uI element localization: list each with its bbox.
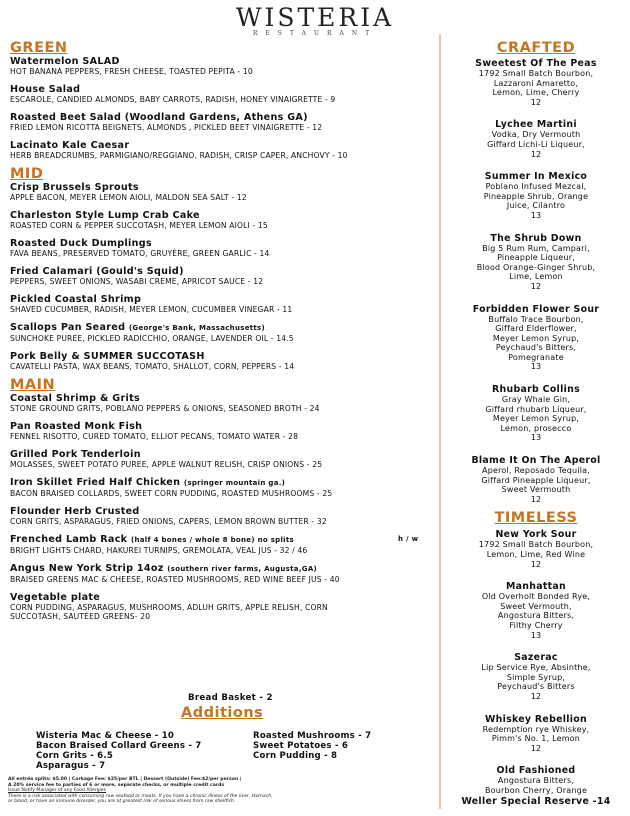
item-desc: APPLE BACON, MEYER LEMON AIOLI, MALDON SEA SALT - 12 [10,193,247,202]
item-desc: BACON BRAISED COLLARDS, SWEET CORN PUDDING, ROASTED MUSHROOMS - 25 [10,489,333,498]
menu-item [10,592,430,621]
cocktail-desc: Sweet Vermouth, [500,601,572,611]
cocktail-price: 12 [530,97,542,107]
cocktail-item [446,233,626,292]
cocktail-price: 12 [530,494,542,504]
item-desc: FENNEL RISOTTO, CURED TOMATO, ELLIOT PECANS, TOMATO WATER - 28 [10,432,299,441]
item-name: Grilled Pork Tenderloin [10,449,141,460]
cocktail-desc: Filthy Cherry [509,620,563,630]
item-desc: FRIED LEMON RICOTTA BEIGNETS, ALMONDS , PICKLED BEET VINAIGRETTE - 12 [10,123,323,132]
item-desc: STONE GROUND GRITS, POBLANO PEPPERS & ONIONS, SEASONED BROTH - 24 [10,404,320,413]
item-name-note: (George's Bank, Massachusetts) [128,324,266,332]
menu-item [10,238,430,258]
cocktail-desc: Sweet Vermouth [501,485,571,495]
cocktail-item [446,581,626,640]
crafted-list [446,58,626,504]
cocktail-name: Summer In Mexico [484,171,588,183]
cocktail-desc: Gray Whale Gin, [501,395,571,405]
brand-name: WISTERIA [235,3,395,32]
cocktail-price: 12 [530,559,542,569]
cocktail-name: Old Fashioned [496,765,576,777]
item-desc: FAVA BEANS, PRESERVED TOMATO, GRUYÈRE, GREEN GARLIC - 14 [10,249,270,258]
cocktail-item [446,384,626,443]
cocktail-desc: Meyer Lemon Syrup, [492,414,580,424]
addition-item: Asparagus - 7 [36,761,106,771]
item-name: Pork Belly & SUMMER SUCCOTASH [10,351,205,362]
menu-item [10,182,430,202]
section-title-main: MAIN [10,377,56,393]
addition-item: Bacon Braised Collard Greens - 7 [36,741,202,751]
menu-item [10,266,430,286]
menu-item [10,449,430,469]
cocktail-price: 13 [530,433,542,443]
section-title-green: GREEN [10,40,68,56]
item-desc: PEPPERS, SWEET ONIONS, WASABI CREME, APRICOT SAUCE - 12 [10,277,264,286]
item-name: Pickled Coastal Shrimp [10,294,142,305]
item-desc: BRIGHT LIGHTS CHARD, HAKUREI TURNIPS, GREMOLATA, VEAL JUS - 32 / 46 [10,546,308,555]
section-title-additions: Additions [181,705,264,721]
cocktail-item [446,529,626,569]
column-divider [439,34,441,809]
menu-item [10,84,430,104]
item-desc: CAVATELLI PASTA, WAX BEANS, TOMATO, SHALLOT, CORN, PEPPERS - 14 [10,362,295,371]
item-name [10,534,430,546]
cocktail-price: 12 [530,743,542,753]
item-desc: ESCAROLE, CANDIED ALMONDS, BABY CARROTS, RADISH, HONEY VINAIGRETTE - 9 [10,95,336,104]
item-name: Flounder Herb Crusted [10,506,140,517]
cocktail-name: Lychee Martini [495,119,577,131]
cocktail-desc: Vodka, Dry Vermouth [491,130,581,140]
item-desc: ROASTED CORN & PEPPER SUCCOTASH, MEYER LEMON AIOLI - 15 [10,221,268,230]
cocktail-name: Whiskey Rebellion [484,713,588,725]
item-desc: SHAVED CUCUMBER, RADISH, MEYER LEMON, CUCUMBER VINEGAR - 11 [10,305,293,314]
item-name-note: (springer mountain ga.) [183,479,286,487]
cocktail-desc: Meyer Lemon Syrup, [492,333,580,343]
item-name: Coastal Shrimp & Grits [10,393,140,404]
menu-item [10,393,430,413]
cocktail-desc: Juice, Cilantro [506,201,566,211]
brand-subtitle: RESTAURANT [252,30,378,37]
menu-item [10,112,430,132]
cocktail-desc: Simple Syrup, [506,672,566,682]
item-desc: BRAISED GREENS MAC & CHEESE, ROASTED MUSHROOMS, RED WINE BEEF JUS - 40 [10,575,340,584]
item-name: Vegetable plate [10,592,101,603]
bread-basket: Bread Basket - 2 [188,693,273,703]
addition-item: Roasted Mushrooms - 7 [253,731,372,741]
cocktail-name: Manhattan [506,581,566,593]
cocktail-item [446,171,626,220]
item-name [10,477,430,489]
cocktail-desc: Giffard Elderflower, [495,324,577,334]
restaurant-logo [0,4,630,37]
cocktail-menu-column [446,40,626,807]
cocktail-desc: Angostura Bitters, [497,776,575,786]
item-name: Fried Calamari (Gould's Squid) [10,266,184,277]
item-desc: CORN PUDDING, ASPARAGUS, MUSHROOMS, ADLUH GRITS, APPLE RELISH, CORN [10,603,328,612]
cocktail-desc: Giffard Pineapple Liqueur, [481,475,591,485]
footnote-warning: There is a risk associated with consuming raw seafood or meats. If you have a chronic illness of the liver, stomach, [8,793,273,799]
cocktail-item [446,304,626,373]
cocktail-price: 13 [530,210,542,220]
cocktail-desc: Pineapple Shrub, Orange [483,191,589,201]
menu-item [10,477,430,498]
cocktail-name: New York Sour [495,529,577,541]
cocktail-desc: 1792 Small Batch Bourbon, [478,69,594,78]
cocktail-name: The Shrub Down [490,232,582,244]
item-desc-cont: SUCCOTASH, SAUTÉED GREENS- 20 [10,612,151,621]
item-name-text: Scallops Pan Seared [10,322,126,333]
menu-item [10,322,430,343]
cocktail-name: Sazerac [514,652,558,664]
item-name: House Salad [10,84,81,95]
item-name-text: Angus New York Strip 14oz [10,563,164,574]
item-desc: CORN GRITS, ASPARAGUS, FRIED ONIONS, CAPERS, LEMON BROWN BUTTER - 32 [10,517,327,526]
cocktail-extra: Weller Special Reserve -14 [461,795,611,807]
cocktail-price: 13 [530,362,542,372]
cocktail-desc: Big 5 Rum Rum, Campari, [482,243,590,253]
item-name: Watermelon SALAD [10,56,120,67]
item-desc: MOLASSES, SWEET POTATO PUREE, APPLE WALNUT RELISH, CRISP ONIONS - 25 [10,460,323,469]
addition-item: Corn Grits - 6.5 [36,751,113,761]
cocktail-desc: Lemon, Lime, Red Wine [486,550,586,559]
cocktail-desc: 1792 Small Batch Bourbon, [478,540,594,550]
section-title-crafted: CRAFTED [496,40,576,56]
item-name: Crisp Brussels Sprouts [10,182,139,193]
item-name [10,322,430,334]
cocktail-desc: Peychaud's Bitters, [495,343,577,353]
cocktail-name: Blame It On The Aperol [471,455,601,467]
footnote-warning-cont: or blood, or have an immune disorder, you are at greatest risk of serious illness from raw shellfish. [8,799,236,805]
menu-item [10,421,430,441]
item-name: Lacinato Kale Caesar [10,140,130,151]
menu-item [10,140,430,160]
item-name-note: (southern river farms, Augusta,GA) [167,565,318,573]
addition-item: Corn Pudding - 8 [253,751,338,761]
menu-item [10,506,430,526]
item-name: Charleston Style Lump Crab Cake [10,210,200,221]
cocktail-desc: Pineapple Liqueur, [497,253,575,263]
cocktail-desc: Giffard rhubarb Liqueur, [485,404,587,414]
cocktail-item [446,119,626,159]
cocktail-desc: Lemon, prosecco [500,423,572,433]
cocktail-price: 12 [530,691,542,701]
section-title-timeless: TIMELESS [494,510,578,527]
timeless-list [446,529,626,806]
cocktail-item [446,652,626,701]
cocktail-desc: Old Overholt Bonded Rye, [481,592,591,602]
item-name-text: Frenched Lamb Rack [10,534,128,545]
cocktail-price: 12 [530,281,542,291]
cocktail-price: 13 [530,630,542,640]
item-desc: HERB BREADCRUMBS, PARMIGIANO/REGGIANO, RADISH, CRISP CAPER, ANCHOVY - 10 [10,151,348,160]
item-name [10,563,430,575]
cocktail-name: Sweetest Of The Peas [475,58,597,69]
item-desc: SUNCHOKE PUREE, PICKLED RADICCHIO, ORANGE, LAVENDER OIL - 14.5 [10,334,294,343]
section-title-mid: MID [10,166,44,182]
item-desc: HOT BANANA PEPPERS, FRESH CHEESE, TOASTED PEPITA - 10 [10,67,253,76]
cocktail-desc: Redemption rye Whiskey, [482,724,590,734]
cocktail-item [446,714,626,754]
footnote-service-fee: A 20% service fee to parties of 6 or more, separate checks, or multiple credit cards [8,782,225,788]
item-name-note: (half 4 bones / whole 8 bone) no splits [131,536,294,544]
cocktail-desc: Pomegranate [508,352,564,362]
footnote-fees: All entrée splits: $5.00 | Corkage Fee: $25/per BTL | Dessert (Outside) Fee:$2/per person | [8,777,242,782]
item-name-text: Iron Skillet Fried Half Chicken [10,477,181,488]
menu-item [10,563,430,584]
menu-item [10,210,430,230]
cocktail-desc: Giffard Lichi-Li Liqueur, [487,139,585,149]
menu-item [10,294,430,314]
cocktail-desc: Buffalo Trace Bourbon, [488,314,584,324]
cocktail-desc: Lime, Lemon [509,272,563,282]
cocktail-desc: Pimm's No. 1, Lemon [491,734,581,744]
menu-item [10,351,430,371]
footnotes [8,777,338,805]
cocktail-desc: Blood Orange-Ginger Shrub, [476,262,596,272]
cocktail-name: Rhubarb Collins [492,384,580,396]
cocktail-item [446,765,626,806]
cocktail-name: Forbidden Flower Sour [472,303,600,315]
footnote-allergies: Issue Notify Manager of any Food Allergies [8,788,106,794]
cocktail-desc: Bourbon Cherry, Orange [484,785,588,795]
cocktail-desc: Angostura Bitters, [497,611,575,621]
cocktail-desc: Lip Service Rye, Absinthe, [481,663,591,673]
addition-item: Sweet Potatoes - 6 [253,741,349,751]
cocktail-item [446,58,626,107]
menu-item [10,534,430,555]
item-portion-note: h / w [398,535,419,543]
item-name: Roasted Duck Dumplings [10,238,152,249]
food-menu-column [10,40,430,621]
menu-item [10,56,430,76]
cocktail-price: 12 [530,149,542,159]
cocktail-desc: Aperol, Reposado Tequila, [482,466,590,476]
item-name: Roasted Beet Salad (Woodland Gardens, Athens GA) [10,112,308,123]
cocktail-desc: Poblano Infused Mezcal, [485,182,587,192]
cocktail-desc: Lazzaroni Amaretto, [493,78,579,88]
cocktail-desc: Lemon, Lime, Cherry [492,88,580,98]
cocktail-item [446,455,626,504]
cocktail-desc: Peychaud's Bitters [497,682,575,692]
item-name: Pan Roasted Monk Fish [10,421,143,432]
addition-item: Wisteria Mac & Cheese - 10 [36,731,175,741]
